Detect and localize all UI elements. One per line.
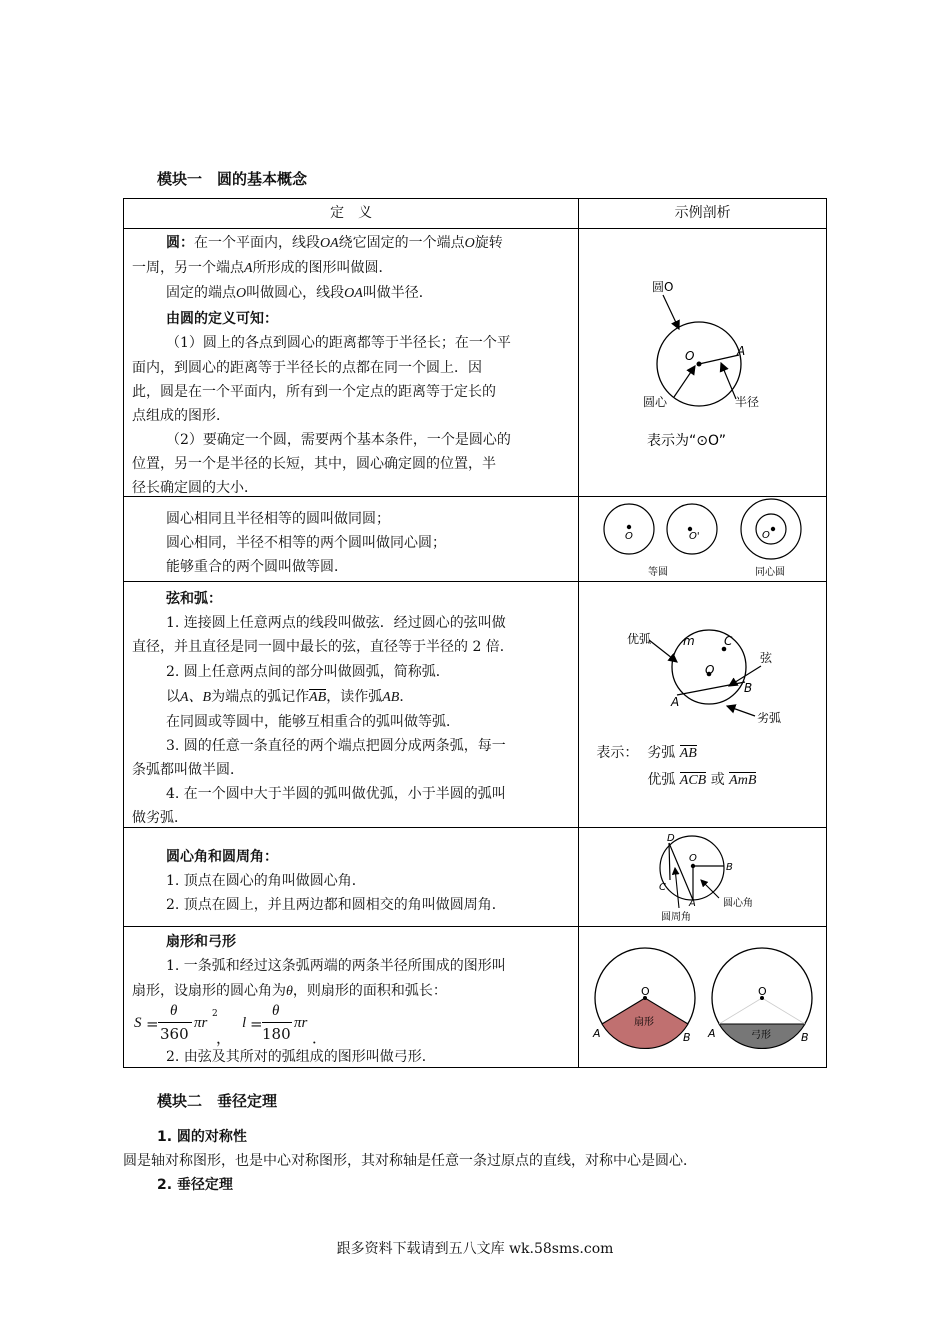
row3-line8: 4. 在一个圆中大于半圆的弧叫做优弧，小于半圆的弧叫 (166, 786, 506, 802)
row5-example (579, 927, 827, 1068)
row1-line10: 位置，另一个是半径的长短，其中，圆心确定圆的位置，半 (132, 456, 496, 472)
label-b1: B (683, 1031, 691, 1044)
inscribed-angle-label: 圆周角 (661, 912, 692, 923)
row1-line6: 面内，到圆心的距离等于半径长的点都在同一个圆上．因 (132, 360, 482, 376)
row3-line4: 以A、B为端点的弧记作AB，读作弧AB． (166, 689, 414, 705)
angle-figure (579, 828, 826, 926)
row2-line1: 圆心相同且半径相等的圆叫做同圆； (166, 511, 390, 527)
concentric-circles-label: 同心圆 (755, 567, 786, 578)
center-label: 圆心 (643, 395, 668, 409)
inscribed-side2 (669, 843, 693, 900)
label-o: O (685, 349, 695, 363)
major-arc-label: 优弧 (627, 632, 652, 646)
label-o: O (705, 663, 715, 677)
row3-line6: 3. 圆的任意一条直径的两个端点把圆分成两条弧，每一 (166, 738, 506, 754)
equal-concentric-figure (579, 497, 826, 581)
segment-radius-2 (762, 998, 805, 1024)
row5-line1: 1. 一条弧和经过这条弧两端的两条半径所围成的图形叫 (166, 958, 506, 974)
row1-line7: 此，圆是在一个平面内，所有到一个定点的距离等于定长的 (132, 384, 496, 400)
fraction-bar-1 (158, 1022, 192, 1023)
row4-line2: 2. 顶点在圆上，并且两边都和圆相交的角叫做圆周角． (166, 897, 506, 913)
row1-line1: 圆：在一个平面内，线段OA绕它固定的一个端点O旋转 (166, 235, 503, 251)
row5-title: 扇形和弓形 (166, 934, 236, 950)
row1-line4: 由圆的定义可知： (166, 311, 278, 327)
concept-table (123, 198, 827, 1068)
row2-line3: 能够重合的两个圆叫做等圆． (166, 559, 348, 575)
row1-line11: 径长确定圆的大小． (132, 480, 258, 496)
circle-o-label: 圆O (652, 280, 674, 294)
label-b2: B (801, 1031, 809, 1044)
row2-line2: 圆心相同，半径不相等的两个圆叫做同心圆； (166, 535, 446, 551)
row5-definition (124, 927, 579, 1068)
row1-definition (124, 229, 579, 497)
label-o3: O (762, 530, 771, 541)
module1-title: 模块一 圆的基本概念 (157, 170, 308, 188)
label-c: C (659, 882, 667, 893)
chord-label: 弦 (760, 651, 773, 665)
inscribed-pointer (675, 868, 679, 908)
row4-definition (124, 828, 579, 927)
sector-segment-figure (579, 927, 826, 1067)
arc-notation-line2: 优弧 ACB 或 AmB (647, 772, 757, 788)
circle-notation: 表示为“⊙O” (647, 433, 727, 449)
row1-line9: （2）要确定一个圆，需要两个基本条件，一个是圆心的 (166, 432, 511, 448)
central-angle-label: 圆心角 (723, 898, 754, 909)
header-example-label: 示例剖析 (674, 205, 731, 221)
section1-title: 1. 圆的对称性 (157, 1129, 247, 1145)
row3-definition (124, 582, 579, 828)
arc-notation-line1: 表示： 劣弧 AB (596, 745, 697, 761)
label-o2: O' (689, 531, 700, 542)
sector-formula: S = θ 360 πr 2 ， l = θ 180 πr ． (134, 1003, 328, 1047)
row5-line2: 扇形，设扇形的圆心角为θ，则扇形的面积和弧长： (132, 983, 447, 999)
equal-circles-label: 等圆 (648, 567, 669, 578)
label-b: B (726, 862, 734, 873)
radius-label: 半径 (735, 395, 760, 409)
radius-line (699, 355, 739, 364)
row5-line3: 2. 由弦及其所对的弧组成的图形叫做弓形． (166, 1049, 436, 1065)
circle-pointer (663, 295, 679, 329)
module2-title: 模块二 垂径定理 (157, 1092, 278, 1110)
row3-line9: 做劣弧． (132, 810, 188, 826)
row3-line2: 直径，并且直径是同一圆中最长的弦，直径等于半径的 2 倍． (132, 639, 514, 655)
row1-line8: 点组成的图形． (132, 408, 230, 424)
label-a2: A (708, 1027, 716, 1040)
label-a: A (671, 695, 680, 709)
segment-radius-1 (719, 998, 762, 1024)
label-b: B (744, 681, 753, 695)
row4-title: 圆心角和圆周角： (166, 849, 278, 865)
minor-arc-label: 劣弧 (757, 711, 782, 725)
row1-example (579, 229, 827, 497)
label-d: D (667, 833, 676, 844)
row3-line5: 在同圆或等圆中，能够互相重合的弧叫做等弧． (166, 714, 460, 730)
label-c: C (724, 634, 733, 648)
row2-definition (124, 497, 579, 582)
row3-example (579, 582, 827, 828)
header-definition-label: 定 义 (330, 205, 373, 221)
row1-line3: 固定的端点O叫做圆心，线段OA叫做半径． (166, 285, 433, 301)
row3-line1: 1. 连接圆上任意两点的线段叫做弦．经过圆心的弦叫做 (166, 615, 506, 631)
center-pointer (674, 366, 695, 397)
footer-text: 跟多资料下载请到五八文库 wk.58sms.com (336, 1241, 614, 1257)
label-a: A (737, 344, 746, 358)
label-o: O (689, 853, 698, 864)
section1-text: 圆是轴对称图形，也是中心对称图形，其对称轴是任意一条过原点的直线，对称中心是圆心． (123, 1153, 697, 1169)
major-arc-pointer (649, 640, 677, 662)
label-o1: O (641, 985, 651, 998)
header-definition (124, 199, 579, 229)
sector-label: 扇形 (634, 1017, 655, 1028)
concentric-center (771, 527, 775, 531)
row4-example (579, 828, 827, 927)
inscribed-side1 (669, 843, 670, 880)
minor-arc-pointer (727, 706, 755, 716)
section2-title: 2. 垂径定理 (157, 1177, 233, 1193)
row3-title: 弦和弧： (166, 591, 222, 607)
label-o1: O (625, 531, 634, 542)
segment-label: 弓形 (751, 1030, 772, 1041)
fraction-bar-2 (262, 1022, 292, 1023)
label-o2: O (758, 985, 768, 998)
label-a: A (689, 898, 697, 909)
row1-line5: （1）圆上的各点到圆心的距离都等于半径长；在一个平 (166, 335, 511, 351)
equal-center-1 (627, 525, 631, 529)
label-a1: A (593, 1027, 601, 1040)
row1-line2: 一周，另一个端点A所形成的图形叫做圆． (132, 260, 393, 276)
row3-line3: 2. 圆上任意两点间的部分叫做圆弧，简称弧． (166, 664, 450, 680)
row4-line1: 1. 顶点在圆心的角叫做圆心角． (166, 873, 366, 889)
row3-line7: 条弧都叫做半圆． (132, 762, 244, 778)
circle-definition-figure (579, 229, 826, 496)
header-example (579, 199, 827, 229)
label-m: m (683, 634, 696, 648)
row2-example (579, 497, 827, 582)
